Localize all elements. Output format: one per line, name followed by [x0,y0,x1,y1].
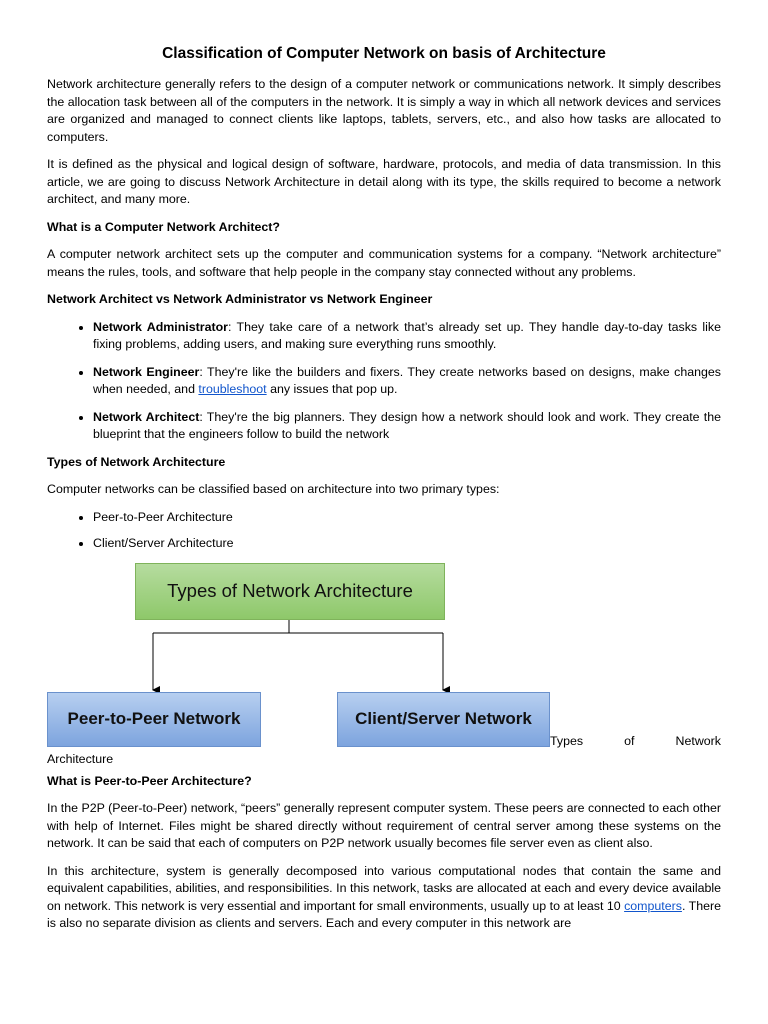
role-description: : They're the big planners. They design how a network should look and work. They create the blueprint that the engineers follow to build the network [93,409,722,441]
troubleshoot-link[interactable]: troubleshoot [198,382,267,396]
document-page [47,44,721,943]
role-item-engineer [93,364,721,399]
role-item-architect [93,409,721,444]
diagram-client-server-box: Client/Server Network [337,692,550,747]
intro-paragraph-1: Network architecture generally refers to the design of a computer network or communications network. It simply describes the allocation task between all of the computers in the network. It is simply a way in which all network devices and services are organized and managed to connect clients like laptops, tablets, servers, etc., and also how tasks are allocated to computers. [47,77,721,144]
p2p-paragraph-2 [47,863,721,933]
caption-word: Types [550,733,584,748]
types-intro: Computer networks can be classified based on architecture into two primary types: [47,482,500,496]
role-description-end: any issues that pop up. [266,382,398,396]
caption-word: of [624,733,635,748]
types-list [47,509,721,553]
p2p-paragraph-1: In the P2P (Peer-to-Peer) network, “peers” generally represent computer system. These peers are connected to each other with help of Internet. Files might be shared directly without requirement of central server among these systems on the network. It can be said that each of computers on P2P network usually becomes file server even as client also. [47,801,721,850]
architect-paragraph: A computer network architect sets up the computer and communication systems for a company. “Network architecture” means the rules, tools, and software that help people in the company stay connected without any problems. [47,247,721,279]
roles-list [47,319,721,444]
p2p-heading: What is Peer-to-Peer Architecture? [47,773,252,788]
caption-word: Network [675,733,721,748]
role-term: Network Architect [93,409,200,424]
role-description: : They're like the builders and fixers. They create networks based on designs, make changes when needed, and [93,364,721,396]
diagram-p2p-box: Peer-to-Peer Network [47,692,261,747]
architecture-diagram [47,563,721,766]
types-list-item: • Peer-to-Peer Architecture [93,509,721,527]
role-term: Network Engineer [93,364,200,379]
diagram-caption-end: Architecture [47,751,114,766]
architect-heading: What is a Computer Network Architect? [47,219,280,234]
types-list-item: • Client/Server Architecture [93,535,721,553]
role-description: : They take care of a network that’s already set up. They handle day-to-day tasks like fixing problems, adding users, and making sure everything runs smoothly. [93,319,721,351]
intro-paragraph-2: It is defined as the physical and logical design of software, hardware, protocols, and media of data transmission. In this article, we are going to discuss Network Architecture in detail along with its type, the skills required to become a network architect, and many more. [47,157,721,206]
p2p-text-end: . There is also no separate division as clients and servers. Each and every computer in this network are [47,898,721,930]
document-title: Classification of Computer Network on basis of Architecture [162,45,606,62]
types-heading: Types of Network Architecture [47,454,226,469]
roles-heading: Network Architect vs Network Administrator vs Network Engineer [47,292,433,306]
role-item-administrator [93,319,721,354]
computers-link[interactable]: computers [624,898,682,913]
diagram-root-box: Types of Network Architecture [135,563,445,620]
diagram-caption [550,733,721,751]
role-term: Network Administrator [93,319,228,334]
p2p-text: In this architecture, system is generally decomposed into various computational nodes that contain the same and equivalent capabilities, abilities, and responsibilities. In this network, tasks are allocated at each and every device available on network. This network is very essential and important for small environments, usually up to at least 10 [47,863,721,913]
